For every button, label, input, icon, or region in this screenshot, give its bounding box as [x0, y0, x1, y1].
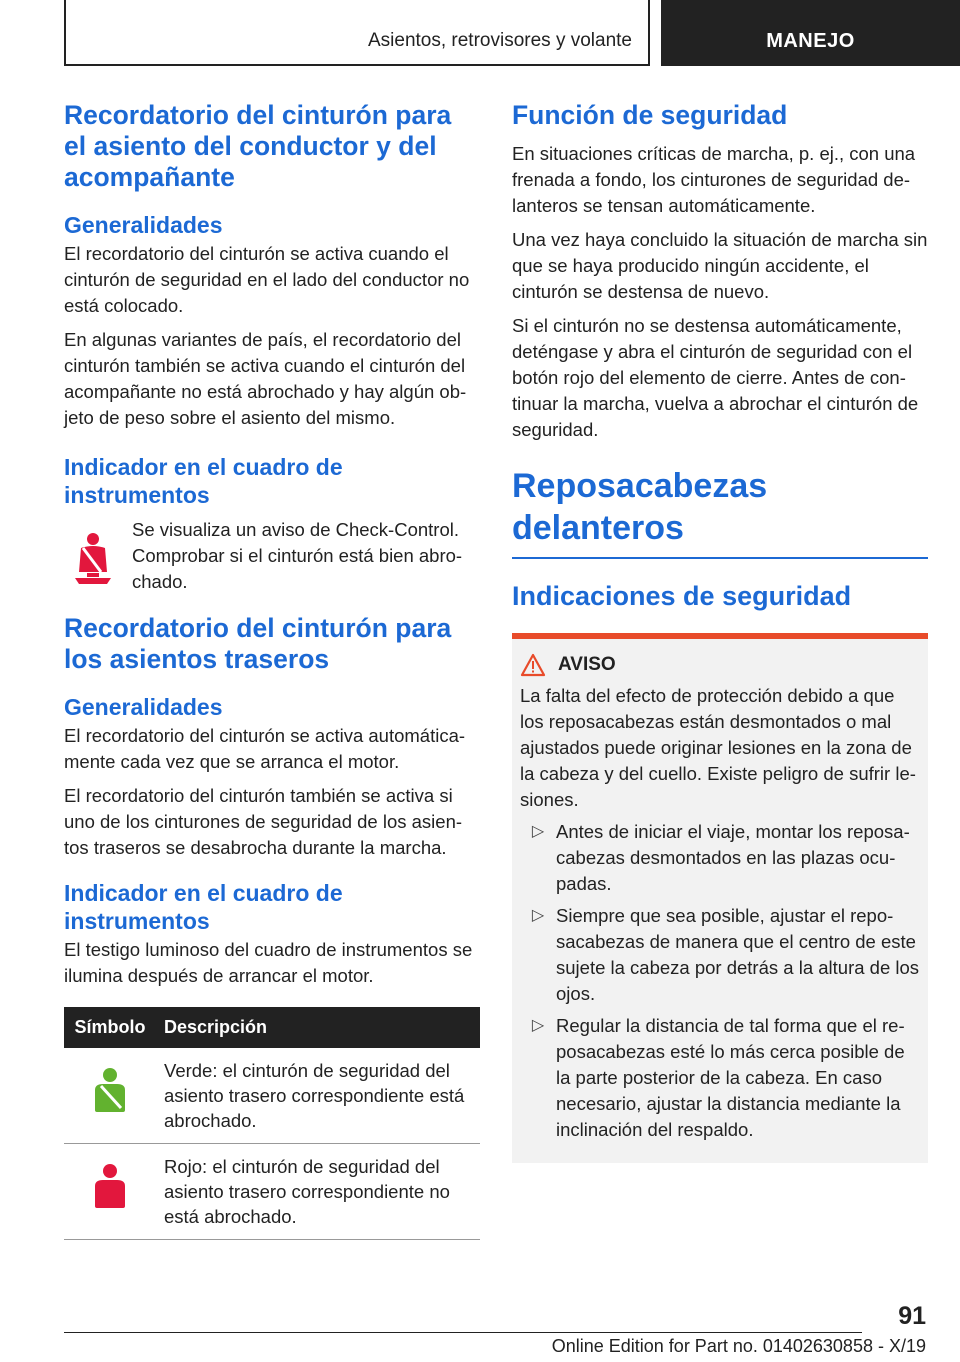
indicator-text-1: Se visualiza un aviso de Check-Control. Comprobar si el cinturón está bien abrochado. — [132, 519, 463, 592]
header-section-box — [64, 0, 650, 66]
warning-title: AVISO — [558, 654, 616, 675]
paragraph-rear-2: El recordatorio del cinturón también se activa si uno de los cinturones de seguridad de los asientos traseros se desabrocha durante la marcha. — [64, 785, 463, 858]
indicator-row — [64, 517, 480, 603]
paragraph-driver-1: El recordatorio del cinturón se activa cuando el cinturón de seguridad en el lado del conductor no está colocado. — [64, 243, 470, 316]
bullet-triangle-icon: ▷ — [531, 1017, 545, 1034]
paragraph-func-3: Si el cinturón no se destensa automáticamente, deténgase y abra el cinturón de seguridad con el botón rojo del elemento de cierre. Antes de continuar la marcha, vuelva a abrochar el cinturón de seguridad. — [512, 315, 919, 440]
table-row — [64, 1048, 480, 1144]
list-item-text: Regular la distancia de tal forma que el reposacabezas esté lo más cerca posible de la parte posterior de la cabeza. En caso necesario, ajustar la distancia mediante la inclinación del respaldo. — [556, 1015, 905, 1140]
page-number: 91 — [898, 1302, 926, 1330]
heading-indicator-2: Indicador en el cuadro de instrumentos — [64, 880, 343, 934]
warning-box — [512, 633, 928, 1163]
paragraph-driver-2: En algunas variantes de país, el recordatorio del cinturón también se activa cuando el cinturón del acompañante no está abrochado y hay algún objeto de peso sobre el asiento del mismo. — [64, 329, 467, 428]
paragraph-func-2: Una vez haya concluido la situación de marcha sin que se haya producido ningún accidente, el cinturón se destensa de nuevo. — [512, 229, 928, 302]
symbol-table — [64, 1007, 480, 1240]
left-column — [64, 100, 480, 1240]
paragraph-rear-1: El recordatorio del cinturón se activa automáticamente cada vez que se arranca el motor. — [64, 725, 466, 772]
heading-safety-notes: Indicaciones de seguridad — [512, 581, 852, 611]
table-cell-symbol — [64, 1048, 156, 1144]
heading-indicator-1: Indicador en el cuadro de instrumentos — [64, 454, 343, 508]
right-column — [512, 100, 928, 1163]
heading-driver-belt-reminder: Recordatorio del cinturón para el asiento del conductor y del acompañante — [64, 100, 452, 192]
table-cell-symbol — [64, 1144, 156, 1240]
list-item — [520, 903, 920, 1007]
seatbelt-warning-icon — [64, 523, 122, 593]
table-cell-description: Verde: el cinturón de seguridad del asiento trasero correspondiente está abrochado. — [156, 1048, 480, 1144]
red-seatbelt-unfastened-icon — [93, 1164, 127, 1208]
footer-edition: Online Edition for Part no. 01402630858 - X/19 — [551, 1336, 926, 1356]
heading-general-1: Generalidades — [64, 212, 223, 238]
table-row — [64, 1144, 480, 1240]
list-item-text: Siempre que sea posible, ajustar el reposacabezas de manera que el centro de este sujete la cabeza por detrás a la altura de los ojos. — [556, 905, 920, 1004]
list-item — [520, 1013, 920, 1143]
heading-safety-function: Función de seguridad — [512, 100, 788, 130]
heading-rear-belt-reminder: Recordatorio del cinturón para los asientos traseros — [64, 613, 452, 674]
paragraph-indicator-2: El testigo luminoso del cuadro de instrumentos se ilumina después de arrancar el motor. — [64, 939, 473, 986]
table-header-symbol: Símbolo — [64, 1007, 156, 1048]
heading-general-2: Generalidades — [64, 694, 223, 720]
header-chapter-box — [661, 0, 960, 66]
table-cell-description: Rojo: el cinturón de seguridad del asiento trasero correspondiente no está abrochado. — [156, 1144, 480, 1240]
footer-divider — [64, 1332, 862, 1333]
table-header-description: Descripción — [156, 1007, 480, 1048]
green-seatbelt-fastened-icon — [93, 1068, 127, 1112]
list-item — [520, 819, 920, 897]
warning-header — [520, 653, 920, 677]
header-chapter-title: MANEJO — [766, 30, 855, 52]
header-section-title: Asientos, retrovisores y volante — [367, 30, 632, 51]
bullet-triangle-icon: ▷ — [531, 823, 545, 840]
heading-front-headrests: Reposacabezas delanteros — [512, 465, 928, 559]
bullet-triangle-icon: ▷ — [531, 907, 545, 924]
warning-triangle-icon — [520, 653, 546, 677]
warning-text: La falta del efecto de protección debido a que los reposacabezas están desmontados o mal ajustados puede originar lesiones en la zona de la cabeza y del cuello. Existe peligro de sufrir lesiones. — [520, 685, 916, 810]
list-item-text: Antes de iniciar el viaje, montar los reposacabezas desmontados en las plazas ocupadas. — [556, 821, 910, 894]
paragraph-func-1: En situaciones críticas de marcha, p. ej., con una frenada a fondo, los cinturones de seguridad delanteros se tensan automáticamente. — [512, 143, 916, 216]
